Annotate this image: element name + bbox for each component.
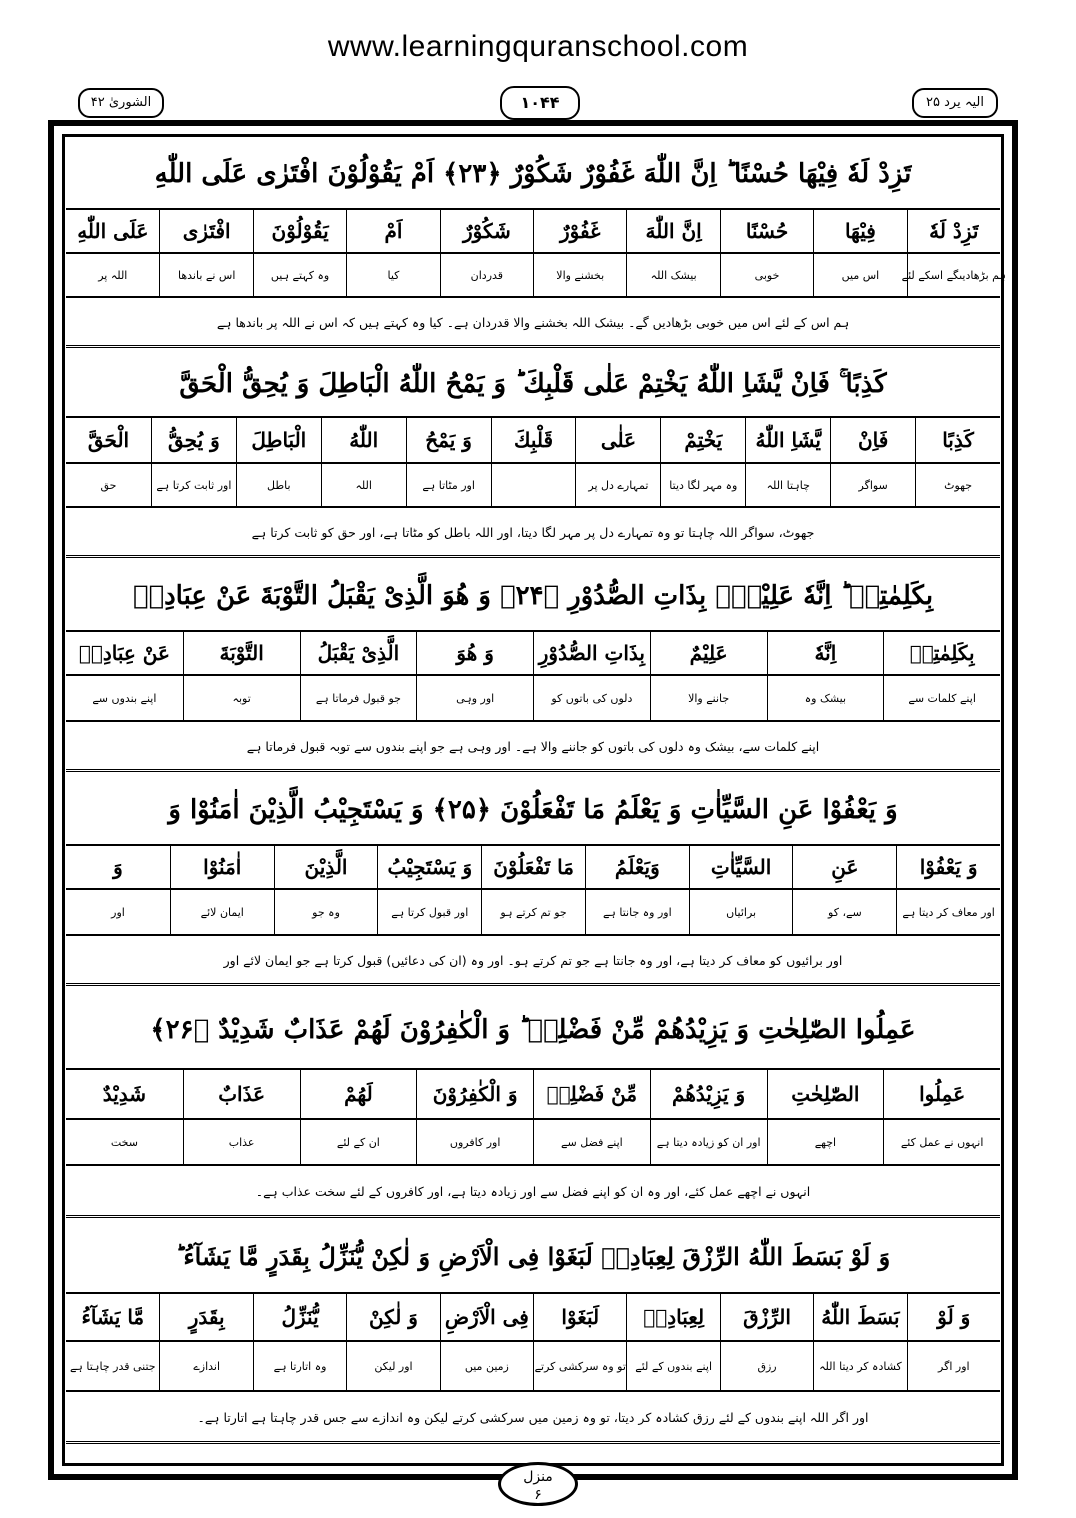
meaning-cell: اور کافروں <box>416 1120 533 1164</box>
word-cell: مِّنْ فَضْلِهٖ <box>533 1070 650 1118</box>
meaning-cell: جھوٹ <box>915 464 1000 506</box>
meaning-cell: وہ کہتے ہیں <box>253 254 346 296</box>
word-cell: فِیْهَا <box>813 210 906 252</box>
word-cell: عَلٰى <box>575 418 660 462</box>
meaning-cell: ہم بڑھادیںگے اسکے لئے <box>907 254 1000 296</box>
meaning-cell: اور قبول کرتا ہے <box>377 890 481 934</box>
word-cell: مَّا یَشَآءُ <box>81 1305 145 1329</box>
meaning-cell: جو تم کرتے ہو <box>481 890 585 934</box>
word-cell: اِنَّهٗ <box>767 632 884 674</box>
meaning-cell: اپنے فضل سے <box>533 1120 650 1164</box>
meaning-cell: اللہ پر <box>98 268 128 282</box>
meaning-cell: حق <box>100 478 117 492</box>
meaning-cell: اپنے بندوں سے <box>92 691 157 705</box>
word-cell: لَهُمْ <box>300 1070 417 1118</box>
translation-line: ہم اس کے لئے اس میں خوبی بڑھادیں گے۔ بیشک اللہ بخشنے والا قدردان ہے۔ کیا وہ کہتے ہیں کہ اس نے اللہ پر باندھا ہے <box>66 298 1000 348</box>
word-cell: كَذِبًا <box>915 418 1000 462</box>
verse-line: عَمِلُوا الصّٰلِحٰتِ وَ یَزِیْدُهُمْ مِّنْ فَضْلِهٖ ؕ وَ الْكٰفِرُوْنَ لَهُمْ عَذَابٌ شَدِیْدٌ ﴿۲۶﴾ <box>66 990 1000 1070</box>
word-cell: الَّذِیْنَ <box>274 846 378 888</box>
word-row <box>66 210 1000 254</box>
meaning-cell: کیا <box>346 254 439 296</box>
meaning-cell: اور معاف کر دیتا ہے <box>896 890 1000 934</box>
verse-line: كَذِبًا ۚ فَاِنْ یَّشَاِ اللّٰهُ یَخْتِمْ عَلٰى قَلْبِكَ ؕ وَ یَمْحُ اللّٰهُ الْبَاطِلَ وَ یُحِقُّ الْحَقَّ <box>66 350 1000 418</box>
website-url: www.learningquranschool.com <box>327 30 749 63</box>
meaning-cell: قدردان <box>440 254 533 296</box>
translation-line: جھوٹ، سواگر اللہ چاہتا تو وہ تمہارے دل پر مہر لگا دیتا، اور اللہ باطل کو مٹاتا ہے، اور حق کو ثابت کرتا ہے <box>66 508 1000 558</box>
word-cell: فَاِنْ <box>830 418 915 462</box>
manzil-badge <box>498 1462 578 1506</box>
meaning-cell: جاننے والا <box>650 676 767 720</box>
meaning-cell: عذاب <box>183 1120 300 1164</box>
word-cell: وَ لَوْ <box>907 1294 1000 1340</box>
word-cell: اِنَّ اللّٰهَ <box>626 210 719 252</box>
translation-line: اور برائیوں کو معاف کر دیتا ہے، اور وہ جانتا ہے جو تم کرتے ہو۔ اور وہ (ان کی دعائیں) قبول کرتا ہے جو ایمان لائے اور <box>66 936 1000 986</box>
meaning-row <box>66 464 1000 508</box>
word-cell: وَ یَزِیْدُهُمْ <box>650 1070 767 1118</box>
surah-label: الشوریٰ ۴۲ <box>78 88 164 118</box>
meaning-cell: کشادہ کر دیتا اللہ <box>813 1342 906 1390</box>
meaning-row <box>66 890 1000 936</box>
word-cell: بَسَطَ اللّٰهُ <box>813 1294 906 1340</box>
word-cell: بِكَلِمٰتِهٖ <box>883 632 1000 674</box>
word-cell: السَّیِّاٰتِ <box>689 846 793 888</box>
meaning-cell: توبہ <box>183 676 300 720</box>
meaning-row <box>66 1120 1000 1166</box>
word-cell: عَنْ عِبَادِهٖ <box>78 641 170 665</box>
word-cell: لِعِبَادِهٖ <box>626 1294 719 1340</box>
word-cell: الصّٰلِحٰتِ <box>767 1070 884 1118</box>
word-cell: الْحَقَّ <box>87 428 130 452</box>
meaning-cell: تمہارے دل پر <box>575 464 660 506</box>
meaning-cell: اللہ <box>321 464 406 506</box>
meaning-cell: جو قبول فرماتا ہے <box>300 676 417 720</box>
word-cell: وَ یَسْتَجِیْبُ <box>377 846 481 888</box>
meaning-cell: اندازے <box>159 1342 252 1390</box>
word-cell: فِی الْاَرْضِ <box>440 1294 533 1340</box>
word-cell: مَا تَفْعَلُوْنَ <box>481 846 585 888</box>
meaning-cell: چاہتا اللہ <box>745 464 830 506</box>
meaning-cell: زمین میں <box>440 1342 533 1390</box>
word-cell: وَ الْكٰفِرُوْنَ <box>416 1070 533 1118</box>
meaning-cell: بخشنے والا <box>533 254 626 296</box>
meaning-cell: جتنی قدر چاہتا ہے <box>69 1359 156 1373</box>
juz-label: الیہ یرد ۲۵ <box>912 88 998 118</box>
word-row <box>66 632 1000 676</box>
meaning-cell: اور لیکن <box>346 1342 439 1390</box>
meaning-cell: سواگر <box>830 464 915 506</box>
meaning-cell: اور اگر <box>907 1342 1000 1390</box>
meaning-cell: اور <box>111 905 125 919</box>
word-row <box>66 846 1000 890</box>
meaning-cell: وہ اتارتا ہے <box>253 1342 346 1390</box>
meaning-row <box>66 254 1006 298</box>
meaning-cell: سخت <box>110 1135 138 1149</box>
word-cell: اٰمَنُوْا <box>170 846 274 888</box>
meaning-cell: ایمان لائے <box>170 890 274 934</box>
meaning-row <box>66 1342 1000 1392</box>
word-cell: یَخْتِمْ <box>660 418 745 462</box>
word-row <box>66 1070 1000 1120</box>
word-cell: عَلِیْمٌ <box>650 632 767 674</box>
word-cell: تَزِدْ لَهٗ <box>907 210 1000 252</box>
meaning-cell: اور ان کو زیادہ دیتا ہے <box>650 1120 767 1164</box>
verse-line: وَ لَوْ بَسَطَ اللّٰهُ الرِّزْقَ لِعِبَادِهٖ لَبَغَوْا فِی الْاَرْضِ وَ لٰكِنْ یُّنَزِّلُ بِقَدَرٍ مَّا یَشَآءُ ؕ <box>66 1220 1000 1294</box>
word-cell: غَفُوْرٌ <box>533 210 626 252</box>
meaning-cell: تو وہ سرکشی کرتے <box>533 1342 626 1390</box>
meaning-cell: وہ مہر لگا دیتا <box>660 464 745 506</box>
meaning-cell: سے، کو <box>792 890 896 934</box>
meaning-cell: برائیاں <box>689 890 793 934</box>
word-cell: یَقُوْلُوْنَ <box>253 210 346 252</box>
meaning-cell: باطل <box>236 464 321 506</box>
word-cell: حُسْنًا <box>720 210 813 252</box>
meaning-cell: بیشک اللہ <box>626 254 719 296</box>
verse-line: بِكَلِمٰتِهٖ ؕ اِنَّهٗ عَلِیْمٌۢ بِذَاتِ الصُّدُوْرِ ﴿۲۴﴾ وَ هُوَ الَّذِیْ یَقْبَلُ التَّوْبَةَ عَنْ عِبَادِهٖ <box>66 560 1000 632</box>
word-cell: وَ یَمْحُ <box>406 418 491 462</box>
word-cell: وَ هُوَ <box>416 632 533 674</box>
word-cell: الَّذِیْ یَقْبَلُ <box>300 632 417 674</box>
word-cell: الرِّزْقَ <box>720 1294 813 1340</box>
meaning-cell: اور مٹاتا ہے <box>406 464 491 506</box>
word-cell: وَ لٰكِنْ <box>346 1294 439 1340</box>
word-cell: اللّٰهُ <box>321 418 406 462</box>
word-cell: لَبَغَوْا <box>533 1294 626 1340</box>
word-cell: بِقَدَرٍ <box>159 1294 252 1340</box>
meaning-cell: رزق <box>720 1342 813 1390</box>
manzil-number: ۶ <box>534 1487 542 1503</box>
meaning-cell: اچھے <box>767 1120 884 1164</box>
meaning-cell <box>491 464 576 506</box>
word-cell: یُّنَزِّلُ <box>253 1294 346 1340</box>
word-cell: اَمْ <box>346 210 439 252</box>
word-row <box>66 418 1000 464</box>
page-number: ۱۰۴۴ <box>500 86 580 120</box>
word-cell: وَ یَعْفُوْا <box>896 846 1000 888</box>
translation-line: اور اگر اللہ اپنے بندوں کے لئے رزق کشادہ کر دیتا، تو وہ زمین میں سرکشی کرتے لیکن وہ اندازے سے جس قدر چاہتا ہے اتارتا ہے۔ <box>66 1392 1000 1444</box>
word-cell: الْبَاطِلَ <box>236 418 321 462</box>
word-cell: عَنِ <box>792 846 896 888</box>
word-cell: افْتَرٰى <box>159 210 252 252</box>
meaning-cell: دلوں کی باتوں کو <box>533 676 650 720</box>
meaning-cell: اس نے باندھا <box>159 254 252 296</box>
meaning-cell: اپنے بندوں کے لئے <box>626 1342 719 1390</box>
word-cell: عَذَابٌ <box>183 1070 300 1118</box>
word-cell: وَ یُحِقُّ <box>151 418 236 462</box>
word-cell: التَّوْبَةَ <box>183 632 300 674</box>
word-cell: عَلَى اللّٰهِ <box>77 219 149 243</box>
translation-line: اپنے کلمات سے، بیشک وہ دلوں کی باتوں کو جاننے والا ہے۔ اور وہی ہے جو اپنے بندوں سے توبہ قبول فرماتا ہے <box>66 722 1000 772</box>
verse-line: وَ یَعْفُوْا عَنِ السَّیِّاٰتِ وَ یَعْلَمُ مَا تَفْعَلُوْنَ ﴿۲۵﴾ وَ یَسْتَجِیْبُ الَّذِیْنَ اٰمَنُوْا وَ <box>66 774 1000 846</box>
word-cell: شَدِیْدٌ <box>102 1082 147 1106</box>
word-cell: شَكُوْرٌ <box>440 210 533 252</box>
meaning-cell: انہوں نے عمل کئے <box>883 1120 1000 1164</box>
meaning-cell: وہ جو <box>274 890 378 934</box>
word-cell: بِذَاتِ الصُّدُوْرِ <box>533 632 650 674</box>
meaning-cell: اپنے کلمات سے <box>883 676 1000 720</box>
meaning-cell: خوبی <box>720 254 813 296</box>
meaning-cell: ان کے لئے <box>300 1120 417 1164</box>
meaning-cell: اور ثابت کرتا ہے <box>151 464 236 506</box>
word-cell: یَّشَاِ اللّٰهُ <box>745 418 830 462</box>
manzil-label: منزل <box>523 1469 553 1485</box>
verse-line: تَزِدْ لَهٗ فِیْهَا حُسْنًا ؕ اِنَّ اللّٰهَ غَفُوْرٌ شَكُوْرٌ ﴿۲۳﴾ اَمْ یَقُوْلُوْنَ افْتَرٰى عَلَى اللّٰهِ <box>66 138 1000 210</box>
meaning-cell: اور وہی <box>416 676 533 720</box>
meaning-cell: اس میں <box>813 254 906 296</box>
translation-line: انہوں نے اچھے عمل کئے، اور وہ ان کو اپنے فضل سے اور زیادہ دیتا ہے، اور کافروں کے لئے سخت عذاب ہے۔ <box>66 1166 1000 1218</box>
word-cell: وَ <box>113 855 123 879</box>
word-cell: عَمِلُوا <box>883 1070 1000 1118</box>
meaning-row <box>66 676 1000 722</box>
meaning-cell: اور وہ جانتا ہے <box>585 890 689 934</box>
word-row <box>66 1294 1000 1342</box>
word-cell: قَلْبِكَ <box>491 418 576 462</box>
word-cell: وَیَعْلَمُ <box>585 846 689 888</box>
meaning-cell: بیشک وہ <box>767 676 884 720</box>
